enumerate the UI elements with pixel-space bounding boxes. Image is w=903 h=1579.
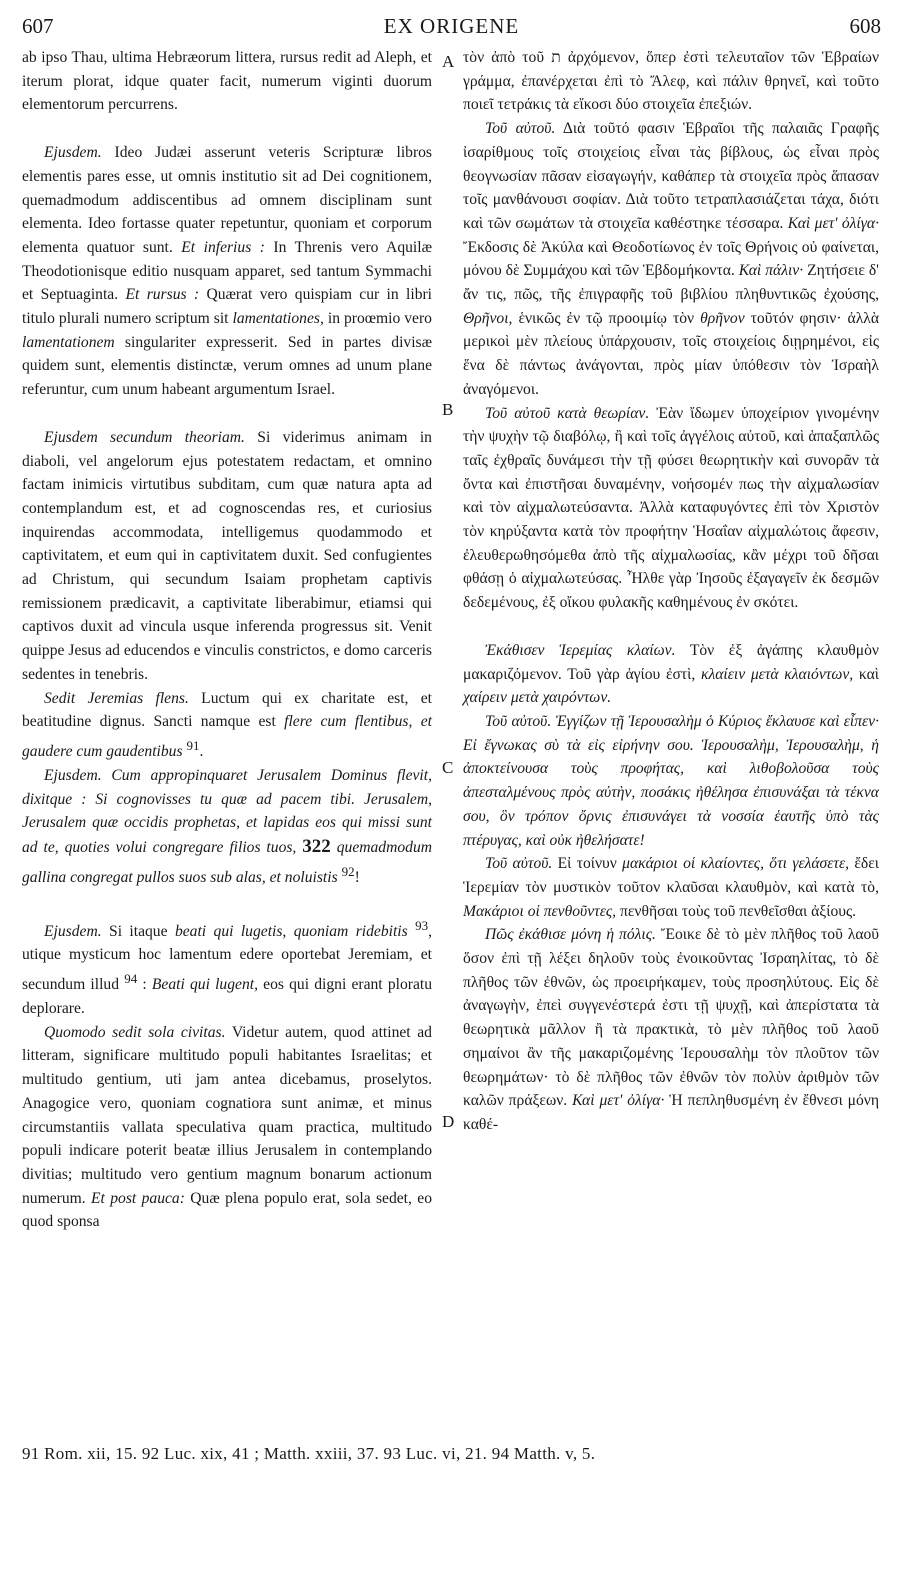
margin-marker-b: B — [442, 400, 454, 419]
text: Καὶ πάλιν· — [738, 262, 804, 280]
text: πενθῆσαι τοὺς τοῦ πενθεῖσθαι ἀξίους. — [620, 902, 857, 920]
section-label: Ejusdem. — [44, 144, 102, 162]
text: Εἰ τοίνυν — [557, 855, 617, 873]
text: Ἡ πεπληθυσμένη ἐν ἔθνεσι μόνη καθέ- — [463, 1092, 880, 1133]
greek-paragraph-4 — [463, 639, 879, 710]
greek-paragraph-3 — [463, 402, 879, 615]
margin-marker-a: A — [442, 52, 455, 71]
text: Ἔκδοσις δὲ Ἀκύλα καὶ Θεοδοτίωνος ἐν τοῖς Θρήνοις οὐ φαίνεται, μόνου δὲ Συμμάχου καὶ τῶν Ἑβδομήκοντα. — [463, 238, 879, 280]
greek-paragraph-2 — [463, 117, 879, 401]
greek-paragraph-6 — [463, 852, 879, 923]
text: τὸν ἀπὸ τοῦ ת ἀρχόμενον, ὅπερ ἐστὶ τελευταῖον τῶν Ἑβραίων γράμμα, ἐπανέρχεται ἐπὶ τὸ Ἄλεφ, καὶ πάλιν θρηνεῖ, καὶ τοῦτο ποιεῖ τετράκις τὰ εἴκοσι δύο στοιχεῖα ἐπεξιών. — [463, 49, 879, 114]
text: μακάριοι οἱ κλαίοντες, ὅτι γελάσετε, — [622, 855, 850, 873]
text: ab ipso Thau, ultima Hebræorum littera, rursus redit ad Aleph, et iterum plorat, idque quater facit, numerum viginti duorum elementorum percurrens. — [22, 49, 432, 114]
latin-column — [22, 46, 432, 1234]
margin-marker-c: C — [442, 758, 454, 777]
greek-paragraph-1 — [463, 46, 879, 117]
text: ἔδει Ἱερεμίαν τὸν μυστικὸν τοῦτον κλαῦσαι κλαυθμὸν, καὶ κατὰ τὸ, — [463, 855, 879, 896]
section-label: Ejusdem secundum theoriam. — [44, 428, 245, 446]
latin-paragraph-6 — [22, 914, 432, 1021]
greek-column — [463, 46, 879, 1137]
text: in proœmio vero — [327, 310, 432, 328]
text: χαίρειν μετὰ χαιρόντων. — [463, 689, 612, 707]
text: , utique mysticum hoc lamentum edere oportebat Jeremiam, et secundum illud — [22, 922, 432, 994]
latin-paragraph-5: Ejusdem. Cum appropinquaret Jerusalem Dominus flevit, dixitque : Si cognovisses tu quæ ad pacem tibi. Jerusalem, Jerusalem quæ occidis prophetas, et lapidas eos qui missi sunt ad te, quoties volui congregare filios tuos, 322 quemadmodum gallina congregat pullos suos sub alas, et noluistis $^{92}$! — [22, 766, 433, 886]
margin-marker-d: D — [442, 1112, 455, 1131]
text: κλαίειν μετὰ κλαιόντων, — [700, 665, 854, 683]
text: Luctum qui ex charitate est, et beatitudine dignus. Sancti namque est — [22, 689, 432, 731]
footnote-ref: 92 — [341, 863, 355, 879]
text: καὶ — [858, 665, 879, 683]
text: lamentationem — [22, 333, 115, 351]
text: singulariter expresserit. Sed in partes divisæ quidem sunt, elementis distinctæ, verum omnes ad unum plane referuntur, cum unum habeant argumentum Israel. — [22, 333, 432, 399]
text: Et rursus : — [125, 286, 200, 304]
text: Μακάριοι οἱ πενθοῦντες, — [463, 902, 617, 920]
latin-paragraph-7 — [22, 1021, 432, 1234]
footnotes: 91 Rom. xii, 15. 92 Luc. xix, 41 ; Matth. xxiii, 37. 93 Luc. vi, 21. 94 Matth. v, 5. — [22, 1444, 596, 1463]
text: Θρῆνοι, — [463, 309, 513, 327]
text: Καὶ μετ' ὀλίγα· — [572, 1092, 665, 1110]
latin-paragraph-3 — [22, 426, 432, 687]
footnote-ref: 93 — [415, 917, 429, 933]
section-label: Τοῦ αὐτοῦ κατὰ θεωρίαν. — [485, 404, 650, 422]
text: Quærat vero quispiam cur in libri titulo plurali numero scriptum sit — [22, 286, 433, 328]
footnote-ref: 91 — [186, 737, 200, 753]
latin-paragraph-1 — [22, 46, 432, 117]
running-header — [22, 14, 881, 42]
text: lamentationes, — [232, 310, 324, 328]
section-label: Sedit Jeremias flens. — [44, 689, 189, 707]
footnote-ref: 94 — [124, 971, 138, 987]
text: Si itaque — [109, 922, 168, 940]
section-label: Quomodo sedit sola civitas. — [44, 1023, 226, 1041]
section-label: Πῶς ἐκάθισε μόνη ἡ πόλις. — [485, 926, 656, 944]
running-title: EX ORIGENE — [383, 14, 520, 38]
section-label: Τοῦ αὐτοῦ. — [485, 855, 553, 873]
text: Quæ plena populo erat, sola sedet, eo quod sponsa — [22, 1189, 432, 1231]
text: Et post pauca: — [91, 1189, 185, 1207]
column-number-left: 607 — [22, 14, 54, 38]
text: Διὰ τοῦτό φασιν Ἑβραῖοι τῆς παλαιᾶς Γραφῆς ἰσαρίθμους τοῖς στοιχείοις εἶναι τὰς βίβλους, ὡς εἶναι πρὸς θεογνωσίαν πᾶσαν εἰσαγωγήν, καθάπερ τὰ στοιχεῖα πρὸς ἅπασαν τοῖς μανθάνουσι σοφίαν. Διὰ τοῦτο τετραπλασιάζεται τάχα, διότι καὶ τῶν σωμάτων τὰ στοιχεῖα καθέστηκε τέσσαρα. — [463, 120, 879, 232]
latin-paragraph-4: Sedit Jeremias flens. Luctum qui ex charitate est, et beatitudine dignus. Sancti namque est flere cum flentibus, et gaudere cum gaudentibus $^{91}$. — [22, 689, 432, 761]
text: Et inferius : — [181, 238, 265, 256]
section-label: Ejusdem. — [44, 922, 102, 940]
text: θρῆνον — [700, 309, 745, 327]
section-label: Ἐκάθισεν Ἱερεμίας κλαίων. — [485, 641, 676, 659]
text: eos qui digni erant ploratu deplorare. — [22, 976, 432, 1018]
greek-paragraph-7 — [463, 923, 879, 1136]
text: Ζητήσειε δ' ἄν τις, πῶς, τῆς ἐπιγραφῆς τοῦ βιβλίου πληθυντικῶς ἐχούσης, — [463, 262, 879, 304]
text: Ἐγγίζων τῇ Ἱερουσαλὴμ ὁ Κύριος ἔκλαυσε καὶ εἶπεν· Εἰ ἔγνωκας σὺ τὰ εἰς εἰρήνην σου. Ἱερουσαλὴμ, Ἱερουσαλὴμ, ἡ ἀποκτείνουσα τοὺς προφήτας, καὶ λιθοβολοῦσα τοὺς ἀπεσταλμένους πρὸς αὐτὴν, ποσάκις ἠθέλησα ἐπισυνάξαι τὰ τέκνα σου, ὃν τρόπον ὄρνις ἐπισυνάγει τὰ νοσσία ἑαυτῆς ὑπὸ τὰς πτέρυγας, καὶ οὐκ ἠθελήσατε! — [463, 712, 879, 849]
column-number-right: 608 — [849, 14, 881, 38]
marginal-number: 322 — [302, 835, 331, 857]
section-label: Τοῦ αὐτοῦ. — [485, 712, 552, 730]
text: Beati qui lugent, — [151, 976, 258, 994]
text: Ideo Judæi asserunt veteris Scripturæ libros elementis pares esse, ut omnis institutio sit ad Dei cognitionem, quemadmodum addiscentibus ad omnem disciplinam sunt elementa. Ideo fortasse quater repetuntur, quoniam et corporum elementa quatuor sunt. — [22, 144, 433, 256]
text: Τὸν ἐξ ἀγάπης κλαυθμὸν μακαριζόμενον. Τοῦ γὰρ ἁγίου ἐστὶ, — [463, 641, 879, 683]
latin-paragraph-2 — [22, 141, 432, 402]
text: Videtur autem, quod attinet ad litteram, significare multitudo populi habitantes Israelitas; et multitudo gentium, uti jam antea dicebamus, proselytos. Anagogice vero, quoniam cognatiora sunt animæ, et minus circumstantiis vallata speculativa quam practica, multitudo populi indicare poterit beatæ illius Jerusalem in contemplando divitias; multitudo vero gentium magnum bonarum actionum numerum. — [22, 1023, 432, 1207]
text: flere cum flentibus, et gaudere cum gaudentibus — [22, 713, 432, 761]
text: quemadmodum gallina congregat pullos suos sub alas, et noluistis — [22, 838, 433, 886]
text: : — [142, 976, 147, 994]
text: ἑνικῶς ἐν τῷ προοιμίῳ τὸν — [518, 309, 695, 327]
text: Ἔοικε δὲ τὸ μὲν πλῆθος τοῦ λαοῦ ὅσον ἐπὶ τῇ λέξει δηλοῦν τοὺς ἐνοικοῦντας Ἰσραηλίτας, τὸ δὲ πλῆθος τῶν ἐθνῶν, ὡς προειρήκαμεν, τοὺς προσηλύτους. Εἰς δὲ ἀναγωγὴν, ἐπεὶ συγγενέστερά ἐστι τῇ ψυχῇ, καὶ ἀπερίστατα τὰ θεωρητικὰ μᾶλλον ἢ τὰ πρακτικὰ, τὸ μὲν πλῆθος τοῦ λαοῦ σημαίνοι ἂν τῆς μακαριζομένης Ἱερουσαλὴμ τὸν πλοῦτον τῶν θεωρημάτων· τὸ δὲ πλῆθος τῶν ἐθνῶν τὸν πολὺν ἀριθμὸν τῶν καλῶν πράξεων. — [463, 926, 880, 1110]
section-label: Τοῦ αὐτοῦ. — [485, 120, 556, 138]
text: Ἐὰν ἴδωμεν ὑποχείριον γινομένην τὴν ψυχὴν τῷ διαβόλῳ, ἢ καὶ τοῖς ἀγγέλοις αὐτοῦ, καὶ ἁπαξαπλῶς ταῖς ἐχθραῖς δυνάμεσι τὴν τῇ φύσει θεωρητικὴν καὶ συνορᾶν τὰ ὄντα καὶ ἐπιστῆσαι δυναμένην, νοήσομέν πως τὴν αἰχμαλωσίαν καὶ τὸν αἰχμαλωτεύσαντα. Ἀλλὰ καταφυγόντες ἐπὶ τὸν Χριστὸν τὸν κηρύξαντα κατὰ τὸν προφήτην Ἡσαΐαν αἰχμαλώτοις ἄφεσιν, ἐλευθερωθησόμεθα ἀπὸ τῆς αἰχμαλωσίας, κἂν μέχρι τοῦ δῆσαι φθάσῃ ὁ αἰχμαλωτεύσας. Ἦλθε γὰρ Ἰησοῦς ἐξαγαγεῖν ἐκ δεσμῶν δεδεμένους, ἐξ οἴκου φυλακῆς καθημένους ἐν σκότει. — [463, 404, 879, 612]
text: Καὶ μετ' ὀλίγα· — [787, 214, 879, 232]
text: Cum appropinquaret Jerusalem Dominus flevit, dixitque : Si cognovisses tu quæ ad pacem tibi. Jerusalem, Jerusalem quæ occidis prophetas, et lapidas eos qui missi sunt ad te, quoties volui congregare filios tuos, — [22, 766, 432, 856]
text: τοῦτόν φησιν· ἀλλὰ μερικοὶ μὲν πλείους ὑπάρχουσιν, τοῖς στοιχείοις διῃρημένοι, εἰς ἕνα δὲ πάντως ἀνάγονται, πρὸς μίαν ὑπόθεσιν τὸν Ἰσραὴλ ἀναγόμενοι. — [463, 309, 880, 398]
text: Si viderimus animam in diaboli, vel angelorum ejus potestatem redactam, et omnino factam inimicis virtutibus subditam, cum quæ natura apta ad contemplandum est, et ad cognoscendas res, et curiosius inquirendas accommodata, intelligemus quodammodo et captivitatem, et eum qui in captivitatem duxit. Sed confugientes ad Christum, qui secundum Isaiam prophetam captivis remissionem prædicavit, a captivitate liberabimur, etiamsi qui captivos duxit ad vincula usque inferenda progressus sit. Venit quippe Jesus ad educendos e vinculis constrictos, e domo carceris sedentes in tenebris. — [22, 428, 432, 683]
text: beati qui lugetis, quoniam ridebitis — [174, 922, 408, 940]
text: In Threnis vero Aquilæ Theodotionisque editio nusquam apparet, sed tantum Symmachi et Septuaginta. — [22, 238, 432, 304]
greek-paragraph-5 — [463, 710, 879, 852]
section-label: Ejusdem. — [44, 766, 102, 784]
